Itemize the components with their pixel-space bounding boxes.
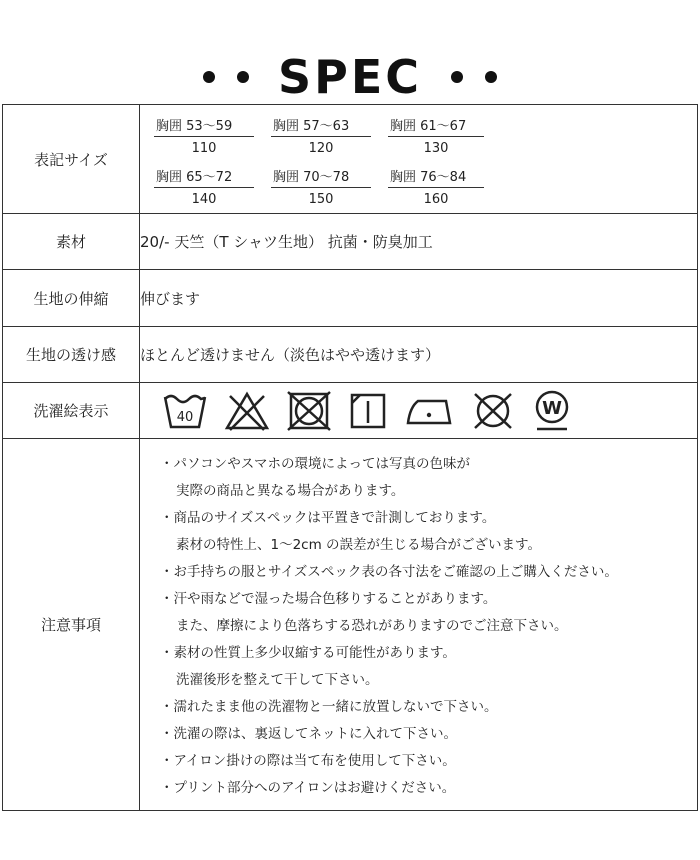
chest-range: 胸囲 61〜67 — [388, 115, 484, 137]
note-line: ・汗や雨などで湿った場合色移りすることがあります。 — [160, 591, 497, 607]
note-item — [160, 505, 697, 559]
iron-low-icon — [404, 393, 454, 429]
note-item — [160, 775, 697, 802]
dot-icon — [451, 71, 463, 83]
size-cell — [154, 115, 254, 156]
size-cell — [388, 166, 484, 207]
line-dry-icon — [348, 391, 388, 431]
chest-range: 胸囲 76〜84 — [388, 166, 484, 188]
note-line: ・パソコンやスマホの環境によっては写真の色味が — [160, 456, 470, 472]
chest-range: 胸囲 53〜59 — [154, 115, 254, 137]
size-number: 110 — [191, 141, 217, 156]
note-item — [160, 451, 697, 505]
no-tumble-dry-icon — [286, 390, 332, 432]
chest-range: 胸囲 65〜72 — [154, 166, 254, 188]
material-row — [3, 214, 698, 270]
stretch-value: 伸びます — [140, 270, 698, 327]
notes-label: 注意事項 — [3, 439, 140, 811]
sheer-row — [3, 327, 698, 383]
wet-clean-icon — [532, 389, 572, 433]
size-cell — [388, 115, 484, 156]
note-item — [160, 559, 697, 586]
stretch-row — [3, 270, 698, 327]
note-line: ・商品のサイズスペックは平置きで計測しております。 — [160, 510, 496, 526]
notes-row — [3, 439, 698, 811]
care-label: 洗濯絵表示 — [3, 383, 140, 439]
size-number: 120 — [308, 141, 334, 156]
dot-icon — [237, 71, 249, 83]
notes-list — [140, 441, 697, 808]
chest-range: 胸囲 70〜78 — [271, 166, 371, 188]
wet-clean-letter: W — [542, 397, 562, 419]
sheer-value: ほとんど透けません（淡色はやや透けます） — [140, 327, 698, 383]
sheer-label: 生地の透け感 — [3, 327, 140, 383]
note-line: ・素材の性質上多少収縮する可能性があります。 — [160, 645, 456, 661]
material-value: 20/- 天竺（T シャツ生地） 抗菌・防臭加工 — [140, 214, 698, 270]
size-number: 140 — [191, 192, 217, 207]
note-line-continued: また、摩擦により色落ちする恐れがありますのでご注意下さい。 — [176, 618, 568, 634]
size-row — [3, 105, 698, 214]
note-item — [160, 721, 697, 748]
wash-temp-text: 40 — [176, 409, 194, 425]
note-item — [160, 748, 697, 775]
note-line-continued: 洗濯後形を整えて干して下さい。 — [176, 672, 379, 688]
dot-icon — [203, 71, 215, 83]
page-title: SPEC — [277, 50, 423, 104]
care-icons — [140, 389, 697, 433]
size-value-cell — [140, 105, 698, 214]
note-line-continued: 実際の商品と異なる場合があります。 — [176, 483, 405, 499]
care-value-cell — [140, 383, 698, 439]
size-number: 160 — [423, 192, 449, 207]
chest-range: 胸囲 57〜63 — [271, 115, 371, 137]
note-line: ・お手持ちの服とサイズスペック表の各寸法をご確認の上ご購入ください。 — [160, 564, 618, 580]
left-dots-decoration — [192, 68, 260, 87]
no-bleach-icon — [224, 390, 270, 432]
size-label: 表記サイズ — [3, 105, 140, 214]
size-cell — [271, 166, 371, 207]
no-dry-clean-icon — [470, 390, 516, 432]
right-dots-decoration — [440, 68, 508, 87]
note-item — [160, 640, 697, 694]
care-row — [3, 383, 698, 439]
note-line-continued: 素材の特性上、1〜2cm の誤差が生じる場合がございます。 — [176, 537, 541, 553]
note-line: ・アイロン掛けの際は当て布を使用して下さい。 — [160, 753, 456, 769]
note-item — [160, 694, 697, 721]
material-label: 素材 — [3, 214, 140, 270]
wash-40-icon — [162, 391, 208, 431]
spec-table — [2, 104, 698, 811]
dot-icon — [485, 71, 497, 83]
note-line: ・プリント部分へのアイロンはお避けください。 — [160, 780, 456, 796]
notes-value-cell — [140, 439, 698, 811]
note-line: ・濡れたまま他の洗濯物と一緒に放置しないで下さい。 — [160, 699, 498, 715]
size-grid — [140, 107, 697, 211]
size-number: 130 — [423, 141, 449, 156]
stretch-label: 生地の伸縮 — [3, 270, 140, 327]
size-cell — [154, 166, 254, 207]
note-item — [160, 586, 697, 640]
size-number: 150 — [308, 192, 334, 207]
spec-header — [0, 48, 700, 106]
note-line: ・洗濯の際は、裏返してネットに入れて下さい。 — [160, 726, 457, 742]
size-cell — [271, 115, 371, 156]
